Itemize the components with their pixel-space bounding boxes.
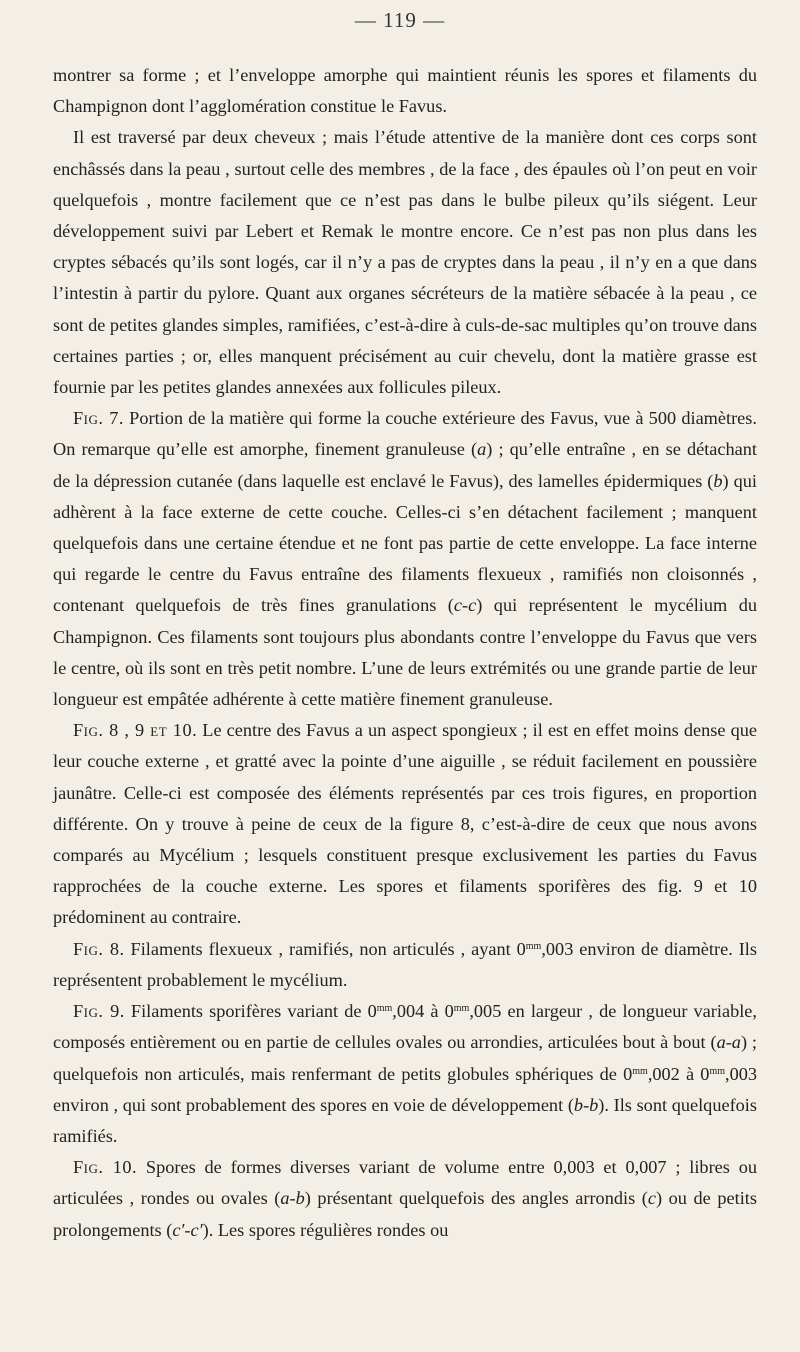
unit-superscript: mm: [453, 1003, 470, 1015]
text-run: ) ou de petits prolongements (: [53, 1188, 757, 1240]
text-run: ,005 en largeur , de longueur variable, composés entièrement ou en partie de cellules ovales ou arrondies, articulées bout à bout (: [53, 1001, 757, 1053]
unit-superscript: mm: [709, 1065, 726, 1077]
text-run: ,002 à 0: [647, 1063, 710, 1084]
figure-letter: a-a: [716, 1032, 741, 1053]
text-run: ). Ils sont quelquefois ramifiés.: [53, 1094, 757, 1146]
text-run: ) présentant quelquefois des angles arrondis (: [304, 1188, 648, 1209]
figure-letter: a: [477, 439, 487, 460]
figure-letter: a-b: [280, 1188, 305, 1209]
paragraph-fig-8: [53, 934, 757, 996]
text-run: ,003 environ , qui sont probablement des spores en voie de développement (: [53, 1063, 758, 1115]
figure-ref: Fig. 7.: [73, 408, 124, 429]
figure-letter: b: [713, 470, 723, 491]
text-run: ,004 à 0: [392, 1001, 454, 1022]
figure-letter: c-c: [453, 595, 477, 616]
unit-superscript: mm: [376, 1003, 393, 1015]
page-number: — 119 —: [354, 8, 446, 32]
figure-ref: Fig. 10.: [73, 1157, 138, 1178]
figure-letter: c′-c′: [172, 1219, 203, 1240]
figure-letter: b-b: [573, 1094, 599, 1115]
text-run: ) ; qu’elle entraîne , en se détachant de la dépression cutanée (dans laquelle est enclavé le Favus), des lamelles épidermiques (: [53, 439, 757, 491]
text-run: Portion de la matière qui forme la couche extérieure des Favus, vue à 500 diamètres. On remarque qu’elle est amorphe, finement granuleuse (: [53, 408, 757, 460]
figure-ref: Fig. 8 , 9 et 10.: [73, 720, 198, 741]
text-run: Le centre des Favus a un aspect spongieux ; il est en effet moins dense que leur couche externe , et gratté avec la pointe d’une aiguille , se réduit facilement en poussière jaunâtre. Celle-ci est composée des éléments représentés par ces trois figures, en proportion différente. On y trouve à peine de ceux de la figure 8, c’est-à-dire de ceux que nous avons comparés au Mycélium ; lesquels constituent presque exclusivement les parties du Favus rapprochées de la couche externe. Les spores et filaments sporifères des fig. 9 et 10 prédominent au contraire.: [53, 720, 757, 928]
paragraph-cheveux: Il est traversé par deux cheveux ; mais l’étude attentive de la manière dont ces corps sont enchâssés dans la peau , surtout celle des membres , de la face , des épaules où l’on peut en voir quelquefois , montre facilement que ce n’est pas dans le bulbe pileux qu’ils siégent. Leur développement suivi par Lebert et Remak le montre encore. Ce n’est pas non plus dans les cryptes sébacés qu’ils sont logés, car il n’y a pas de cryptes dans la peau , il n’y en a que dans l’intestin à partir du pylore. Quant aux organes sécréteurs de la matière sébacée à la peau , ce sont de petites glandes simples, ramifiées, c’est-à-dire à culs-de-sac multiples qu’on trouve dans certaines parties ; or, elles manquent précisément au cuir chevelu, dont la matière grasse est fournie par les petites glandes annexées aux follicules pileux.: [53, 127, 757, 398]
text-run: Filaments sporifères variant de 0: [124, 1001, 377, 1022]
text-run: ) qui adhèrent à la face externe de cette couche. Celles-ci s’en détachent facilement ; manquent quelquefois dans une certaine étendue et ne font pas partie de cette enveloppe. La face interne qui regarde le centre du Favus entraîne des filaments flexueux , ramifiés non cloisonnés , contenant quelquefois de très fines granulations (: [53, 470, 757, 616]
body-text: [53, 60, 757, 1246]
unit-superscript: mm: [632, 1065, 648, 1077]
text-run: ) qui représentent le mycélium du Champignon. Ces filaments sont toujours plus abondants contre l’enveloppe du Favus que vers le centre, où ils sont en très petit nombre. L’une de leurs extrémités ou une grande partie de leur longueur est empâtée adhérente à cette matière finement granuleuse.: [53, 595, 758, 710]
unit-superscript: mm: [525, 940, 542, 952]
text-run: ). Les spores régulières rondes ou: [202, 1219, 449, 1240]
paragraph-fig-9: [53, 996, 757, 1152]
figure-ref: Fig. 8.: [73, 938, 125, 959]
figure-letter: c: [647, 1188, 656, 1209]
paragraph-continued: montrer sa forme ; et l’enveloppe amorphe qui maintient réunis les spores et filaments du Champignon dont l’agglomération constitue le Favus.: [53, 65, 757, 117]
paragraph-fig-10: [53, 1152, 757, 1246]
text-run: Filaments flexueux , ramifiés, non articulés , ayant 0: [124, 938, 526, 959]
text-run: Spores de formes diverses variant de volume entre 0,003 et 0,007 ; libres ou articulées , rondes ou ovales (: [53, 1157, 757, 1209]
text-run: ) ; quelquefois non articulés, mais renfermant de petits globules sphériques de 0: [53, 1032, 757, 1084]
paragraph-fig-7: [53, 403, 757, 715]
text-run: ,003 environ de diamètre. Ils représentent probablement le mycélium.: [53, 938, 757, 990]
figure-ref: Fig. 9.: [73, 1001, 125, 1022]
paragraph-fig-8-9-10: [53, 715, 757, 933]
